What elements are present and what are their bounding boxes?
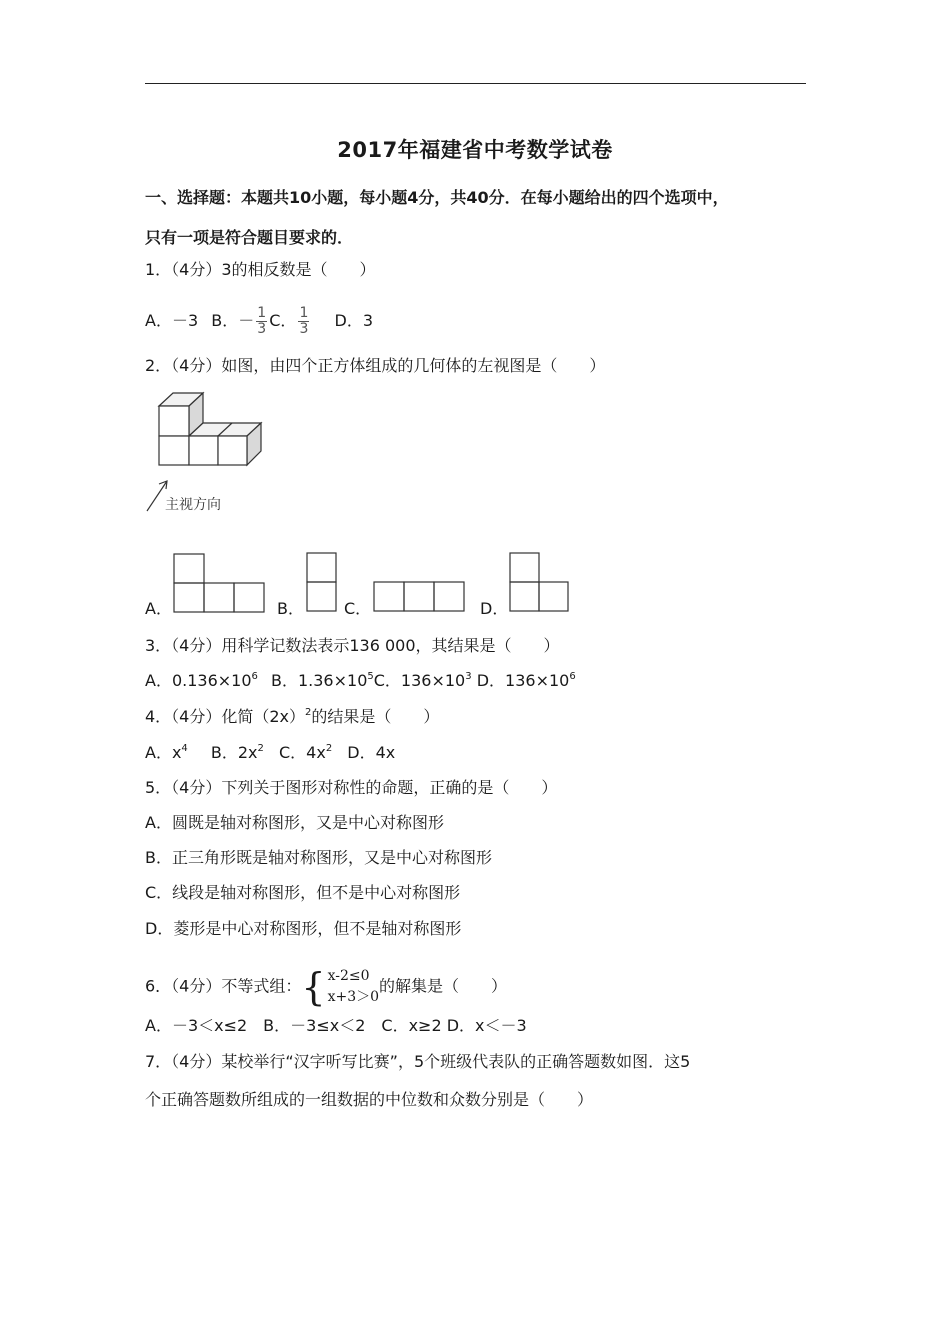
q3-option-a: A．$0.136\times 10^6$ <box>145 671 258 690</box>
view-direction-label: 主视方向 <box>165 497 221 513</box>
q5-option-c: C．线段是轴对称图形，但不是中心对称图形 <box>145 883 461 902</box>
q6-inequality-1: x-2≤0 <box>327 968 370 984</box>
q2-option-c-label: C． <box>344 599 372 618</box>
header-rule <box>145 83 806 84</box>
q1-option-a: A．－3 <box>145 311 199 330</box>
q7-stem-line1: 7．（4分）某校举行“汉字听写比赛”，5个班级代表队的正确答题数如图．这5 <box>145 1052 691 1071</box>
q3-stem: 3．（4分）用科学记数法表示136 000，其结果是（ ） <box>145 636 560 655</box>
view-direction-arrow-icon <box>147 481 167 511</box>
q1-fraction-c: $\frac{1}{3}$ <box>299 305 309 337</box>
q2-option-a-label: A． <box>145 599 172 618</box>
q1-option-b: B．－ <box>211 311 255 330</box>
q6-inequality-2: x+3＞0 <box>327 989 380 1005</box>
q5-option-d: D．菱形是中心对称图形，但不是轴对称图形 <box>145 919 462 938</box>
q5-option-a: A．圆既是轴对称图形，又是中心对称图形 <box>145 813 444 832</box>
q2-solid-figure <box>143 385 283 520</box>
q1-option-d: D．3 <box>334 311 374 330</box>
q5-option-b: B．正三角形既是轴对称图形，又是中心对称图形 <box>145 848 492 867</box>
q4-option-a: A．$x^4$ <box>145 743 188 762</box>
q3-option-b: B．$1.36\times 10^5$ <box>271 671 374 690</box>
q2-option-d-label: D． <box>480 599 509 618</box>
q5-stem: 5．（4分）下列关于图形对称性的命题，正确的是（ ） <box>145 778 558 797</box>
q1-stem: 1．（4分）3的相反数是（ ） <box>145 260 376 279</box>
section-heading-line2: 只有一项是符合题目要求的． <box>145 228 354 247</box>
q3-option-d: D．$136\times 10^6$ <box>476 671 576 690</box>
q4-stem: 4．（4分）化简$(2x)^2$的结果是（ ） <box>145 707 440 726</box>
q7-stem-line2: 个正确答题数所组成的一组数据的中位数和众数分别是（ ） <box>145 1090 594 1109</box>
q2-option-c-figure <box>372 580 467 613</box>
q6-options: A．－3＜x≤2 B．－3≤x＜2 C．x≥2 D．x＜－3 <box>145 1016 527 1035</box>
page-title: 2017年福建省中考数学试卷 <box>337 138 613 162</box>
q3-options <box>145 670 576 695</box>
q1-fraction-b: $\frac{1}{3}$ <box>257 305 267 337</box>
q1-options <box>145 306 373 337</box>
q1-option-c: C． <box>269 311 297 330</box>
q2-option-b-label: B． <box>277 599 304 618</box>
q4-option-d: D．4x <box>347 743 396 762</box>
q2-stem: 2．（4分）如图，由四个正方体组成的几何体的左视图是（ ） <box>145 356 606 375</box>
q4-option-b: B．$2x^2$ <box>210 743 264 762</box>
q3-option-c: C．$136\times 10^3$ <box>373 671 472 690</box>
section-heading-line1: 一、选择题：本题共10小题，每小题4分，共40分．在每小题给出的四个选项中， <box>145 188 729 207</box>
q6-inequality-system: { x-2≤0 x+3＞0 <box>301 965 380 1009</box>
q4-option-c: C．$4x^2$ <box>279 743 333 762</box>
q2-option-a-figure <box>172 552 266 614</box>
q2-option-d-figure <box>508 551 572 613</box>
q2-option-b-figure <box>305 551 339 613</box>
q4-options <box>145 742 395 767</box>
q6-stem: 6．（4分）不等式组：{ x-2≤0 x+3＞0 的解集是（ ） <box>145 965 508 1009</box>
